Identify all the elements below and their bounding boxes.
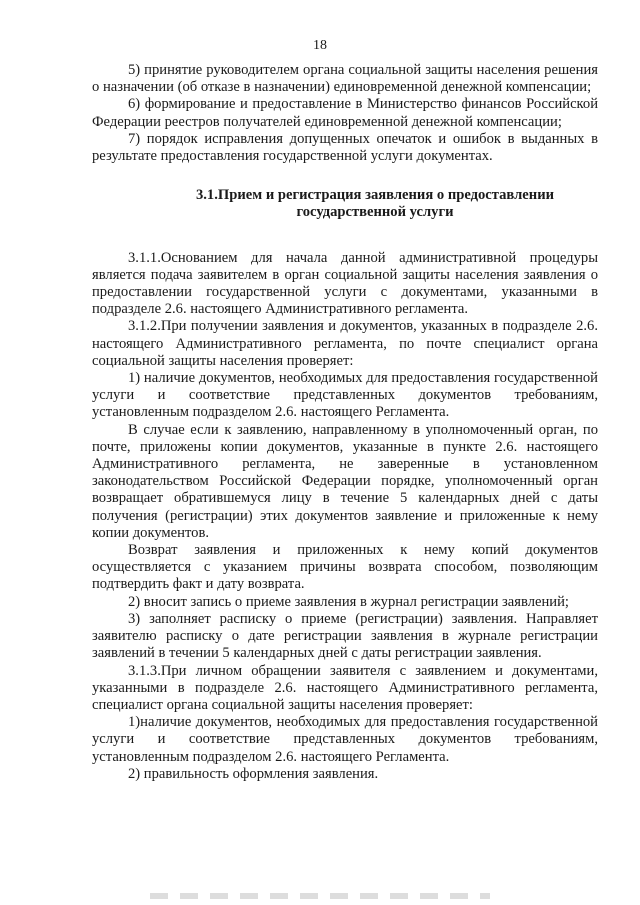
paragraph: 1) наличие документов, необходимых для предоставления государственной услуги и соответствие представленных документов требованиям, установленным подразделом 2.6. настоящего Регламента.	[92, 370, 598, 421]
document-body	[92, 62, 598, 783]
paragraph: 1)наличие документов, необходимых для предоставления государственной услуги и соответствие представленных документов требованиям, установленным подразделом 2.6. настоящего Регламента.	[92, 714, 598, 765]
paragraph: В случае если к заявлению, направленному в уполномоченный орган, по почте, приложены копии документов, указанные в пункте 2.6. настоящего Административного регламента, не заверенные в установленном законодательством Российской Федерации порядке, уполномоченный орган возвращает обратившемуся лицу в течение 5 календарных дней с даты получения (регистрации) этих документов заявление и приложенные к нему копии документов.	[92, 421, 598, 541]
paragraph: 2) вносит запись о приеме заявления в журнал регистрации заявлений;	[128, 593, 569, 610]
paragraph: Возврат заявления и приложенных к нему копий документов осуществляется с указанием причины возврата способом, позволяющим подтвердить факт и дату возврата.	[92, 542, 598, 593]
section-title: 3.1.Прием и регистрация заявления о предоставлении государственной услуги	[195, 187, 555, 221]
paragraph: 3.1.3.При личном обращении заявителя с заявлением и документами, указанными в подразделе 2.6. настоящего Административного регламента, специалист органа социальной защиты населения проверяет:	[92, 662, 598, 713]
paragraph: 3.1.1.Основанием для начала данной административной процедуры является подача заявителем в орган социальной защиты населения заявления о предоставлении государственной услуги с документами, указанными в подразделе 2.6. настоящего Административного регламента.	[92, 249, 598, 318]
paragraph: 7) порядок исправления допущенных опечаток и ошибок в выданных в результате предоставления государственной услуги документах.	[92, 130, 598, 165]
paragraph: 6) формирование и предоставление в Министерство финансов Российской Федерации реестров получателей единовременной денежной компенсации;	[92, 96, 598, 130]
scan-artifact	[150, 893, 490, 899]
paragraph: 3.1.2.При получении заявления и документов, указанных в подразделе 2.6. настоящего Административного регламента, по почте специалист органа социальной защиты населения проверяет:	[92, 318, 598, 369]
paragraph: 5) принятие руководителем органа социальной защиты населения решения о назначении (об отказе в назначении) единовременной денежной компенсации;	[92, 62, 598, 96]
paragraph: 2) правильность оформления заявления.	[128, 765, 379, 782]
paragraph: 3) заполняет расписку о приеме (регистрации) заявления. Направляет заявителю расписку о дате регистрации заявления в журнале регистрации заявлений в течении 5 календарных дней с даты регистрации заявления.	[92, 610, 598, 662]
page-number: 18	[313, 38, 327, 53]
